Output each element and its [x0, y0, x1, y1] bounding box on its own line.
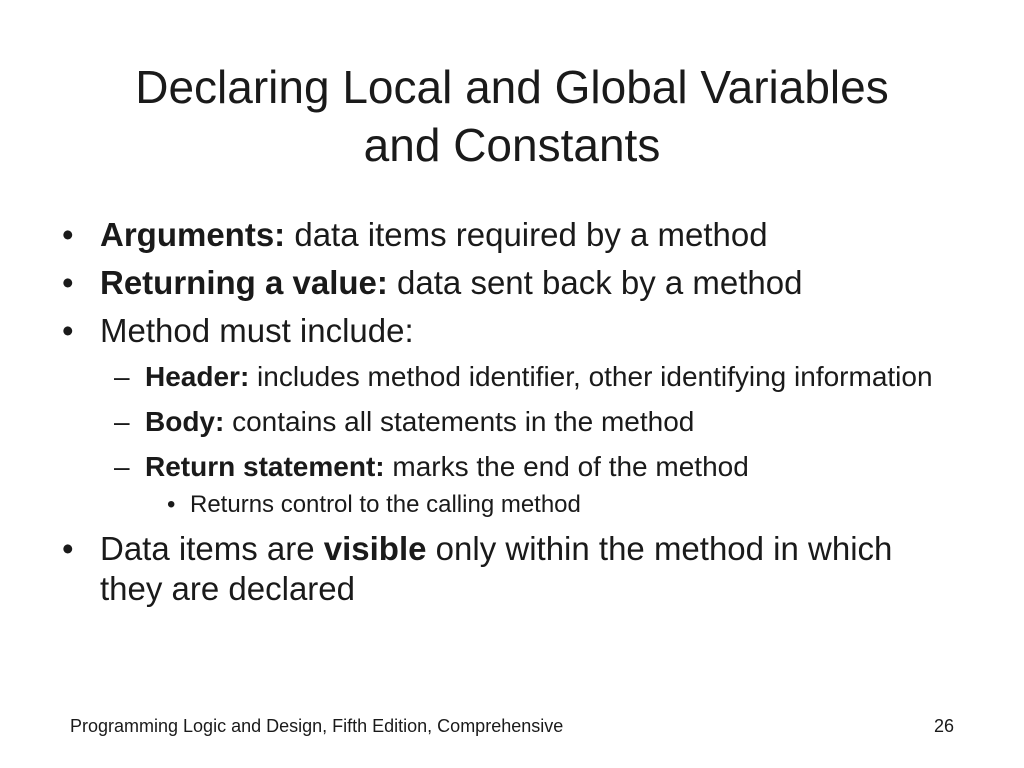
bullet-returning-value [62, 263, 962, 303]
method-must-include-text: Method must include: [100, 312, 414, 349]
definition-returning-value: data sent back by a method [387, 264, 803, 301]
term-body: Body: [145, 406, 225, 437]
bullet-arguments [62, 215, 962, 255]
definition-return-statement: marks the end of the method [384, 451, 749, 482]
term-visible: visible [323, 530, 427, 567]
page-number: 26 [933, 716, 954, 736]
bullet-marker: • [62, 312, 74, 349]
returns-control-text: Returns control to the calling method [190, 491, 581, 518]
sub-sub-bullet-returns-control [62, 490, 962, 520]
sub-bullet-body [62, 404, 962, 440]
bullet-marker: • [167, 491, 176, 518]
term-return-statement: Return statement: [145, 451, 385, 482]
dash-marker: – [114, 406, 130, 437]
dash-marker: – [114, 451, 130, 482]
definition-body: contains all statements in the method [224, 406, 695, 437]
term-arguments: Arguments: [100, 216, 286, 253]
sub-bullet-return-statement [62, 449, 962, 485]
bullet-marker: • [62, 216, 74, 253]
bullet-visibility [62, 529, 962, 609]
slide-title [40, 58, 984, 174]
sub-bullet-header [62, 359, 962, 395]
visibility-suffix: only within the method in which they are declared [100, 530, 893, 607]
footer-book-title: Programming Logic and Design, Fifth Edition, Comprehensive [70, 716, 564, 736]
term-header: Header: [145, 361, 250, 392]
dash-marker: – [114, 361, 130, 392]
bullet-marker: • [62, 530, 74, 567]
visibility-prefix: Data items are [100, 530, 324, 567]
slide-body [62, 215, 962, 617]
term-returning-value: Returning a value: [100, 264, 388, 301]
bullet-method-must-include [62, 311, 962, 351]
slide-title-line-1: Declaring Local and Global Variables [135, 61, 889, 113]
bullet-marker: • [62, 264, 74, 301]
slide-title-line-2: and Constants [363, 119, 661, 171]
definition-header: includes method identifier, other identifying information [249, 361, 933, 392]
definition-arguments: data items required by a method [285, 216, 768, 253]
